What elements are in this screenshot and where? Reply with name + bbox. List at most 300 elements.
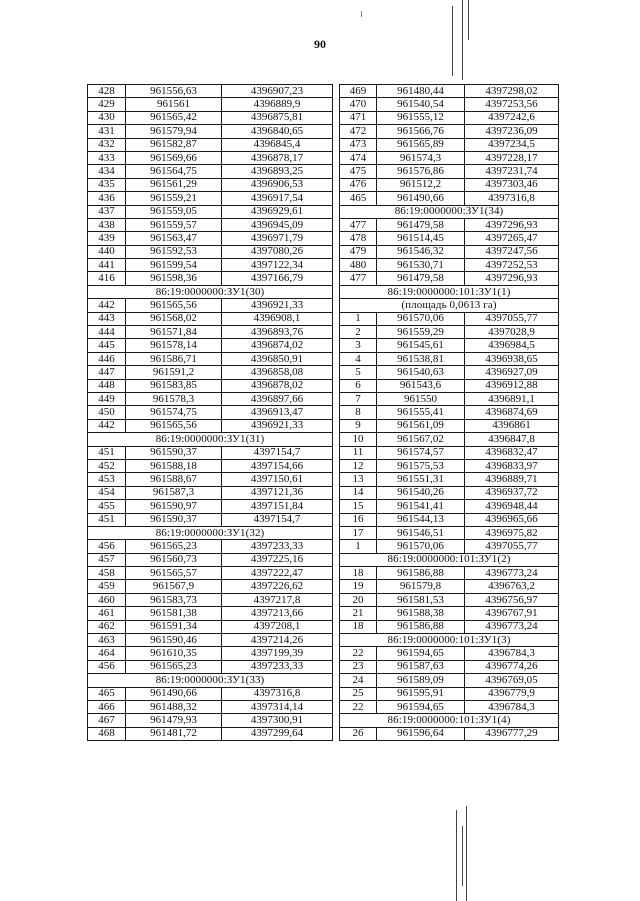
table-row bbox=[340, 165, 559, 178]
point-number-cell: 436 bbox=[88, 192, 126, 205]
x-coordinate-cell: 961598,36 bbox=[126, 272, 222, 285]
x-coordinate-cell: 961540,63 bbox=[377, 366, 465, 379]
coordinates-table-right bbox=[339, 84, 559, 741]
table-row bbox=[340, 446, 559, 459]
point-number-cell: 451 bbox=[88, 446, 126, 459]
point-number-cell: 22 bbox=[340, 700, 377, 713]
y-coordinate-cell: 4396927,09 bbox=[465, 366, 559, 379]
table-row bbox=[88, 500, 333, 513]
x-coordinate-cell: 961561,29 bbox=[126, 178, 222, 191]
y-coordinate-cell: 4396945,09 bbox=[222, 218, 333, 231]
x-coordinate-cell: 961586,88 bbox=[377, 620, 465, 633]
x-coordinate-cell: 961479,58 bbox=[377, 272, 465, 285]
x-coordinate-cell: 961490,66 bbox=[126, 687, 222, 700]
table-row bbox=[88, 459, 333, 472]
y-coordinate-cell: 4397228,17 bbox=[465, 151, 559, 164]
y-coordinate-cell: 4397213,66 bbox=[222, 607, 333, 620]
point-number-cell: 23 bbox=[340, 660, 377, 673]
point-number-cell: 445 bbox=[88, 339, 126, 352]
point-number-cell: 16 bbox=[340, 513, 377, 526]
y-coordinate-cell: 4397296,93 bbox=[465, 272, 559, 285]
y-coordinate-cell: 4397234,5 bbox=[465, 138, 559, 151]
x-coordinate-cell: 961565,42 bbox=[126, 111, 222, 124]
x-coordinate-cell: 961546,32 bbox=[377, 245, 465, 258]
point-number-cell: 443 bbox=[88, 312, 126, 325]
point-number-cell: 440 bbox=[88, 245, 126, 258]
table-row bbox=[340, 486, 559, 499]
point-number-cell: 454 bbox=[88, 486, 126, 499]
point-number-cell: 442 bbox=[88, 419, 126, 432]
x-coordinate-cell: 961566,76 bbox=[377, 125, 465, 138]
scan-artifact-line bbox=[462, 826, 463, 886]
y-coordinate-cell: 4397247,56 bbox=[465, 245, 559, 258]
table-row bbox=[340, 433, 559, 446]
y-coordinate-cell: 4396878,02 bbox=[222, 379, 333, 392]
table-row bbox=[340, 178, 559, 191]
point-number-cell: 5 bbox=[340, 366, 377, 379]
x-coordinate-cell: 961479,58 bbox=[377, 218, 465, 231]
section-label: 86:19:0000000:ЗУ1(30) bbox=[88, 285, 333, 298]
point-number-cell: 444 bbox=[88, 326, 126, 339]
y-coordinate-cell: 4396971,79 bbox=[222, 232, 333, 245]
section-header-row bbox=[88, 285, 333, 298]
point-number-cell: 441 bbox=[88, 259, 126, 272]
table-row bbox=[340, 500, 559, 513]
x-coordinate-cell: 961610,35 bbox=[126, 647, 222, 660]
x-coordinate-cell: 961543,6 bbox=[377, 379, 465, 392]
y-coordinate-cell: 4396763,2 bbox=[465, 580, 559, 593]
section-header-row bbox=[340, 553, 559, 566]
x-coordinate-cell: 961559,05 bbox=[126, 205, 222, 218]
x-coordinate-cell: 961594,65 bbox=[377, 700, 465, 713]
table-row bbox=[340, 85, 559, 98]
y-coordinate-cell: 4396889,71 bbox=[465, 473, 559, 486]
point-number-cell: 15 bbox=[340, 500, 377, 513]
table-row bbox=[340, 151, 559, 164]
point-number-cell: 12 bbox=[340, 459, 377, 472]
scan-artifact-line bbox=[456, 810, 457, 901]
table-row bbox=[340, 125, 559, 138]
table-row bbox=[88, 620, 333, 633]
y-coordinate-cell: 4397080,26 bbox=[222, 245, 333, 258]
section-header-row bbox=[340, 714, 559, 727]
section-label: 86:19:0000000:101:ЗУ1(2) bbox=[340, 553, 559, 566]
table-row bbox=[340, 419, 559, 432]
y-coordinate-cell: 4396845,4 bbox=[222, 138, 333, 151]
x-coordinate-cell: 961488,32 bbox=[126, 700, 222, 713]
point-number-cell: 22 bbox=[340, 647, 377, 660]
point-number-cell: 465 bbox=[340, 192, 377, 205]
point-number-cell: 432 bbox=[88, 138, 126, 151]
table-row bbox=[88, 272, 333, 285]
y-coordinate-cell: 4397055,77 bbox=[465, 312, 559, 325]
table-row bbox=[88, 312, 333, 325]
table-row bbox=[340, 727, 559, 740]
y-coordinate-cell: 4396784,3 bbox=[465, 700, 559, 713]
point-number-cell: 6 bbox=[340, 379, 377, 392]
x-coordinate-cell: 961544,13 bbox=[377, 513, 465, 526]
point-number-cell: 451 bbox=[88, 513, 126, 526]
point-number-cell: 450 bbox=[88, 406, 126, 419]
y-coordinate-cell: 4396773,24 bbox=[465, 567, 559, 580]
table-row bbox=[340, 232, 559, 245]
x-coordinate-cell: 961591,34 bbox=[126, 620, 222, 633]
table-row bbox=[340, 513, 559, 526]
x-coordinate-cell: 961565,56 bbox=[126, 299, 222, 312]
y-coordinate-cell: 4397154,66 bbox=[222, 459, 333, 472]
table-row bbox=[88, 687, 333, 700]
table-row bbox=[88, 486, 333, 499]
point-number-cell: 467 bbox=[88, 714, 126, 727]
y-coordinate-cell: 4397199,39 bbox=[222, 647, 333, 660]
table-row bbox=[88, 540, 333, 553]
table-row bbox=[88, 352, 333, 365]
point-number-cell: 475 bbox=[340, 165, 377, 178]
section-header-row bbox=[88, 674, 333, 687]
x-coordinate-cell: 961555,41 bbox=[377, 406, 465, 419]
section-label: 86:19:0000000:101:ЗУ1(1) bbox=[340, 285, 559, 298]
x-coordinate-cell: 961574,3 bbox=[377, 151, 465, 164]
y-coordinate-cell: 4397028,9 bbox=[465, 326, 559, 339]
y-coordinate-cell: 4397226,62 bbox=[222, 580, 333, 593]
y-coordinate-cell: 4397253,56 bbox=[465, 98, 559, 111]
point-number-cell: 18 bbox=[340, 620, 377, 633]
page-number: 90 bbox=[314, 37, 326, 51]
point-number-cell: 4 bbox=[340, 352, 377, 365]
point-number-cell: 21 bbox=[340, 607, 377, 620]
x-coordinate-cell: 961530,71 bbox=[377, 259, 465, 272]
y-coordinate-cell: 4396756,97 bbox=[465, 593, 559, 606]
y-coordinate-cell: 4396893,25 bbox=[222, 165, 333, 178]
table-row bbox=[340, 567, 559, 580]
y-coordinate-cell: 4396938,65 bbox=[465, 352, 559, 365]
y-coordinate-cell: 4396893,76 bbox=[222, 326, 333, 339]
table-row bbox=[340, 473, 559, 486]
y-coordinate-cell: 4396874,02 bbox=[222, 339, 333, 352]
table-row bbox=[340, 406, 559, 419]
y-coordinate-cell: 4396833,97 bbox=[465, 459, 559, 472]
x-coordinate-cell: 961561,09 bbox=[377, 419, 465, 432]
x-coordinate-cell: 961567,02 bbox=[377, 433, 465, 446]
y-coordinate-cell: 4397236,09 bbox=[465, 125, 559, 138]
x-coordinate-cell: 961550 bbox=[377, 392, 465, 405]
table-row bbox=[88, 660, 333, 673]
table-row bbox=[88, 192, 333, 205]
table-row bbox=[340, 687, 559, 700]
table-row bbox=[88, 513, 333, 526]
point-number-cell: 429 bbox=[88, 98, 126, 111]
y-coordinate-cell: 4396921,33 bbox=[222, 419, 333, 432]
x-coordinate-cell: 961579,8 bbox=[377, 580, 465, 593]
table-row bbox=[340, 580, 559, 593]
table-row bbox=[340, 620, 559, 633]
x-coordinate-cell: 961561 bbox=[126, 98, 222, 111]
table-row bbox=[88, 98, 333, 111]
x-coordinate-cell: 961587,3 bbox=[126, 486, 222, 499]
point-number-cell: 470 bbox=[340, 98, 377, 111]
y-coordinate-cell: 4397300,91 bbox=[222, 714, 333, 727]
point-number-cell: 453 bbox=[88, 473, 126, 486]
table-row bbox=[340, 312, 559, 325]
x-coordinate-cell: 961538,81 bbox=[377, 352, 465, 365]
scan-artifact-mark bbox=[361, 11, 362, 17]
point-number-cell: 24 bbox=[340, 674, 377, 687]
y-coordinate-cell: 4396891,1 bbox=[465, 392, 559, 405]
table-row bbox=[88, 259, 333, 272]
table-row bbox=[340, 540, 559, 553]
table-row bbox=[88, 85, 333, 98]
table-row bbox=[340, 98, 559, 111]
x-coordinate-cell: 961565,57 bbox=[126, 567, 222, 580]
table-row bbox=[88, 419, 333, 432]
x-coordinate-cell: 961588,38 bbox=[377, 607, 465, 620]
point-number-cell: 11 bbox=[340, 446, 377, 459]
point-number-cell: 452 bbox=[88, 459, 126, 472]
x-coordinate-cell: 961582,87 bbox=[126, 138, 222, 151]
y-coordinate-cell: 4397214,26 bbox=[222, 634, 333, 647]
table-row bbox=[88, 406, 333, 419]
table-row bbox=[340, 352, 559, 365]
point-number-cell: 474 bbox=[340, 151, 377, 164]
y-coordinate-cell: 4396784,3 bbox=[465, 647, 559, 660]
section-label: 86:19:0000000:101:ЗУ1(4) bbox=[340, 714, 559, 727]
point-number-cell: 471 bbox=[340, 111, 377, 124]
point-number-cell: 25 bbox=[340, 687, 377, 700]
table-row bbox=[88, 580, 333, 593]
x-coordinate-cell: 961599,54 bbox=[126, 259, 222, 272]
table-row bbox=[340, 366, 559, 379]
point-number-cell: 433 bbox=[88, 151, 126, 164]
scan-artifact-line bbox=[468, 0, 469, 40]
y-coordinate-cell: 4397316,8 bbox=[222, 687, 333, 700]
scan-artifact-line bbox=[466, 806, 467, 901]
section-label: 86:19:0000000:ЗУ1(32) bbox=[88, 526, 333, 539]
point-number-cell: 17 bbox=[340, 526, 377, 539]
table-row bbox=[88, 205, 333, 218]
y-coordinate-cell: 4397217,8 bbox=[222, 593, 333, 606]
x-coordinate-cell: 961576,86 bbox=[377, 165, 465, 178]
point-number-cell: 464 bbox=[88, 647, 126, 660]
y-coordinate-cell: 4397225,16 bbox=[222, 553, 333, 566]
section-header-row bbox=[340, 634, 559, 647]
x-coordinate-cell: 961591,2 bbox=[126, 366, 222, 379]
point-number-cell: 430 bbox=[88, 111, 126, 124]
scan-artifact-line bbox=[462, 0, 463, 80]
x-coordinate-cell: 961540,26 bbox=[377, 486, 465, 499]
y-coordinate-cell: 4396832,47 bbox=[465, 446, 559, 459]
table-row bbox=[88, 218, 333, 231]
x-coordinate-cell: 961592,53 bbox=[126, 245, 222, 258]
point-number-cell: 19 bbox=[340, 580, 377, 593]
x-coordinate-cell: 961595,91 bbox=[377, 687, 465, 700]
point-number-cell: 20 bbox=[340, 593, 377, 606]
y-coordinate-cell: 4397121,36 bbox=[222, 486, 333, 499]
x-coordinate-cell: 961569,66 bbox=[126, 151, 222, 164]
x-coordinate-cell: 961564,75 bbox=[126, 165, 222, 178]
y-coordinate-cell: 4396878,17 bbox=[222, 151, 333, 164]
table-row bbox=[88, 379, 333, 392]
table-row bbox=[88, 727, 333, 740]
point-number-cell: 428 bbox=[88, 85, 126, 98]
table-row bbox=[340, 218, 559, 231]
x-coordinate-cell: 961589,09 bbox=[377, 674, 465, 687]
x-coordinate-cell: 961578,14 bbox=[126, 339, 222, 352]
x-coordinate-cell: 961563,47 bbox=[126, 232, 222, 245]
y-coordinate-cell: 4397150,61 bbox=[222, 473, 333, 486]
y-coordinate-cell: 4396913,47 bbox=[222, 406, 333, 419]
y-coordinate-cell: 4397299,64 bbox=[222, 727, 333, 740]
table-row bbox=[88, 553, 333, 566]
section-header-row bbox=[340, 285, 559, 298]
x-coordinate-cell: 961590,37 bbox=[126, 513, 222, 526]
y-coordinate-cell: 4397122,34 bbox=[222, 259, 333, 272]
table-row bbox=[340, 259, 559, 272]
point-number-cell: 3 bbox=[340, 339, 377, 352]
y-coordinate-cell: 4396889,9 bbox=[222, 98, 333, 111]
table-row bbox=[88, 700, 333, 713]
table-row bbox=[340, 526, 559, 539]
y-coordinate-cell: 4396850,91 bbox=[222, 352, 333, 365]
point-number-cell: 462 bbox=[88, 620, 126, 633]
y-coordinate-cell: 4396917,54 bbox=[222, 192, 333, 205]
y-coordinate-cell: 4396861 bbox=[465, 419, 559, 432]
y-coordinate-cell: 4397231,74 bbox=[465, 165, 559, 178]
point-number-cell: 446 bbox=[88, 352, 126, 365]
y-coordinate-cell: 4396912,88 bbox=[465, 379, 559, 392]
point-number-cell: 465 bbox=[88, 687, 126, 700]
section-header-row bbox=[88, 433, 333, 446]
x-coordinate-cell: 961514,45 bbox=[377, 232, 465, 245]
x-coordinate-cell: 961583,85 bbox=[126, 379, 222, 392]
point-number-cell: 477 bbox=[340, 218, 377, 231]
y-coordinate-cell: 4397303,46 bbox=[465, 178, 559, 191]
y-coordinate-cell: 4397154,7 bbox=[222, 446, 333, 459]
point-number-cell: 8 bbox=[340, 406, 377, 419]
table-row bbox=[88, 607, 333, 620]
x-coordinate-cell: 961565,89 bbox=[377, 138, 465, 151]
x-coordinate-cell: 961565,23 bbox=[126, 660, 222, 673]
point-number-cell: 449 bbox=[88, 392, 126, 405]
y-coordinate-cell: 4396874,69 bbox=[465, 406, 559, 419]
table-row bbox=[88, 593, 333, 606]
point-number-cell: 479 bbox=[340, 245, 377, 258]
point-number-cell: 10 bbox=[340, 433, 377, 446]
point-number-cell: 26 bbox=[340, 727, 377, 740]
point-number-cell: 416 bbox=[88, 272, 126, 285]
x-coordinate-cell: 961574,75 bbox=[126, 406, 222, 419]
y-coordinate-cell: 4396921,33 bbox=[222, 299, 333, 312]
x-coordinate-cell: 961570,06 bbox=[377, 312, 465, 325]
x-coordinate-cell: 961594,65 bbox=[377, 647, 465, 660]
table-row bbox=[88, 647, 333, 660]
point-number-cell: 447 bbox=[88, 366, 126, 379]
y-coordinate-cell: 4396965,66 bbox=[465, 513, 559, 526]
table-row bbox=[340, 593, 559, 606]
y-coordinate-cell: 4397233,33 bbox=[222, 660, 333, 673]
point-number-cell: 442 bbox=[88, 299, 126, 312]
x-coordinate-cell: 961578,3 bbox=[126, 392, 222, 405]
y-coordinate-cell: 4396929,61 bbox=[222, 205, 333, 218]
point-number-cell: 457 bbox=[88, 553, 126, 566]
point-number-cell: 18 bbox=[340, 567, 377, 580]
y-coordinate-cell: 4397222,47 bbox=[222, 567, 333, 580]
coordinates-table-left bbox=[87, 84, 333, 741]
x-coordinate-cell: 961583,73 bbox=[126, 593, 222, 606]
x-coordinate-cell: 961559,29 bbox=[377, 326, 465, 339]
x-coordinate-cell: 961480,44 bbox=[377, 85, 465, 98]
x-coordinate-cell: 961540,54 bbox=[377, 98, 465, 111]
y-coordinate-cell: 4396777,29 bbox=[465, 727, 559, 740]
table-row bbox=[340, 700, 559, 713]
y-coordinate-cell: 4396847,8 bbox=[465, 433, 559, 446]
section-label: 86:19:0000000:ЗУ1(31) bbox=[88, 433, 333, 446]
y-coordinate-cell: 4397154,7 bbox=[222, 513, 333, 526]
x-coordinate-cell: 961555,12 bbox=[377, 111, 465, 124]
table-row bbox=[88, 366, 333, 379]
table-row bbox=[340, 245, 559, 258]
table-row bbox=[88, 339, 333, 352]
section-header-row bbox=[340, 299, 559, 312]
y-coordinate-cell: 4396767,91 bbox=[465, 607, 559, 620]
point-number-cell: 468 bbox=[88, 727, 126, 740]
table-row bbox=[88, 138, 333, 151]
point-number-cell: 472 bbox=[340, 125, 377, 138]
table-row bbox=[88, 567, 333, 580]
x-coordinate-cell: 961586,71 bbox=[126, 352, 222, 365]
table-row bbox=[88, 125, 333, 138]
y-coordinate-cell: 4397296,93 bbox=[465, 218, 559, 231]
x-coordinate-cell: 961490,66 bbox=[377, 192, 465, 205]
point-number-cell: 469 bbox=[340, 85, 377, 98]
y-coordinate-cell: 4396975,82 bbox=[465, 526, 559, 539]
y-coordinate-cell: 4397166,79 bbox=[222, 272, 333, 285]
section-label: 86:19:0000000:ЗУ1(34) bbox=[340, 205, 559, 218]
point-number-cell: 437 bbox=[88, 205, 126, 218]
table-row bbox=[340, 272, 559, 285]
x-coordinate-cell: 961581,53 bbox=[377, 593, 465, 606]
x-coordinate-cell: 961559,21 bbox=[126, 192, 222, 205]
x-coordinate-cell: 961546,51 bbox=[377, 526, 465, 539]
x-coordinate-cell: 961588,18 bbox=[126, 459, 222, 472]
x-coordinate-cell: 961596,64 bbox=[377, 727, 465, 740]
point-number-cell: 463 bbox=[88, 634, 126, 647]
x-coordinate-cell: 961560,73 bbox=[126, 553, 222, 566]
point-number-cell: 477 bbox=[340, 272, 377, 285]
point-number-cell: 461 bbox=[88, 607, 126, 620]
x-coordinate-cell: 961565,56 bbox=[126, 419, 222, 432]
y-coordinate-cell: 4397208,1 bbox=[222, 620, 333, 633]
y-coordinate-cell: 4396769,05 bbox=[465, 674, 559, 687]
x-coordinate-cell: 961568,02 bbox=[126, 312, 222, 325]
y-coordinate-cell: 4396875,81 bbox=[222, 111, 333, 124]
y-coordinate-cell: 4397314,14 bbox=[222, 700, 333, 713]
y-coordinate-cell: 4396948,44 bbox=[465, 500, 559, 513]
x-coordinate-cell: 961556,63 bbox=[126, 85, 222, 98]
table-row bbox=[340, 647, 559, 660]
point-number-cell: 459 bbox=[88, 580, 126, 593]
section-label: (площадь 0,0613 га) bbox=[340, 299, 559, 312]
x-coordinate-cell: 961590,46 bbox=[126, 634, 222, 647]
point-number-cell: 1 bbox=[340, 312, 377, 325]
x-coordinate-cell: 961590,97 bbox=[126, 500, 222, 513]
y-coordinate-cell: 4396779,9 bbox=[465, 687, 559, 700]
table-row bbox=[340, 192, 559, 205]
table-row bbox=[88, 714, 333, 727]
x-coordinate-cell: 961559,57 bbox=[126, 218, 222, 231]
x-coordinate-cell: 961581,38 bbox=[126, 607, 222, 620]
y-coordinate-cell: 4396897,66 bbox=[222, 392, 333, 405]
y-coordinate-cell: 4397242,6 bbox=[465, 111, 559, 124]
